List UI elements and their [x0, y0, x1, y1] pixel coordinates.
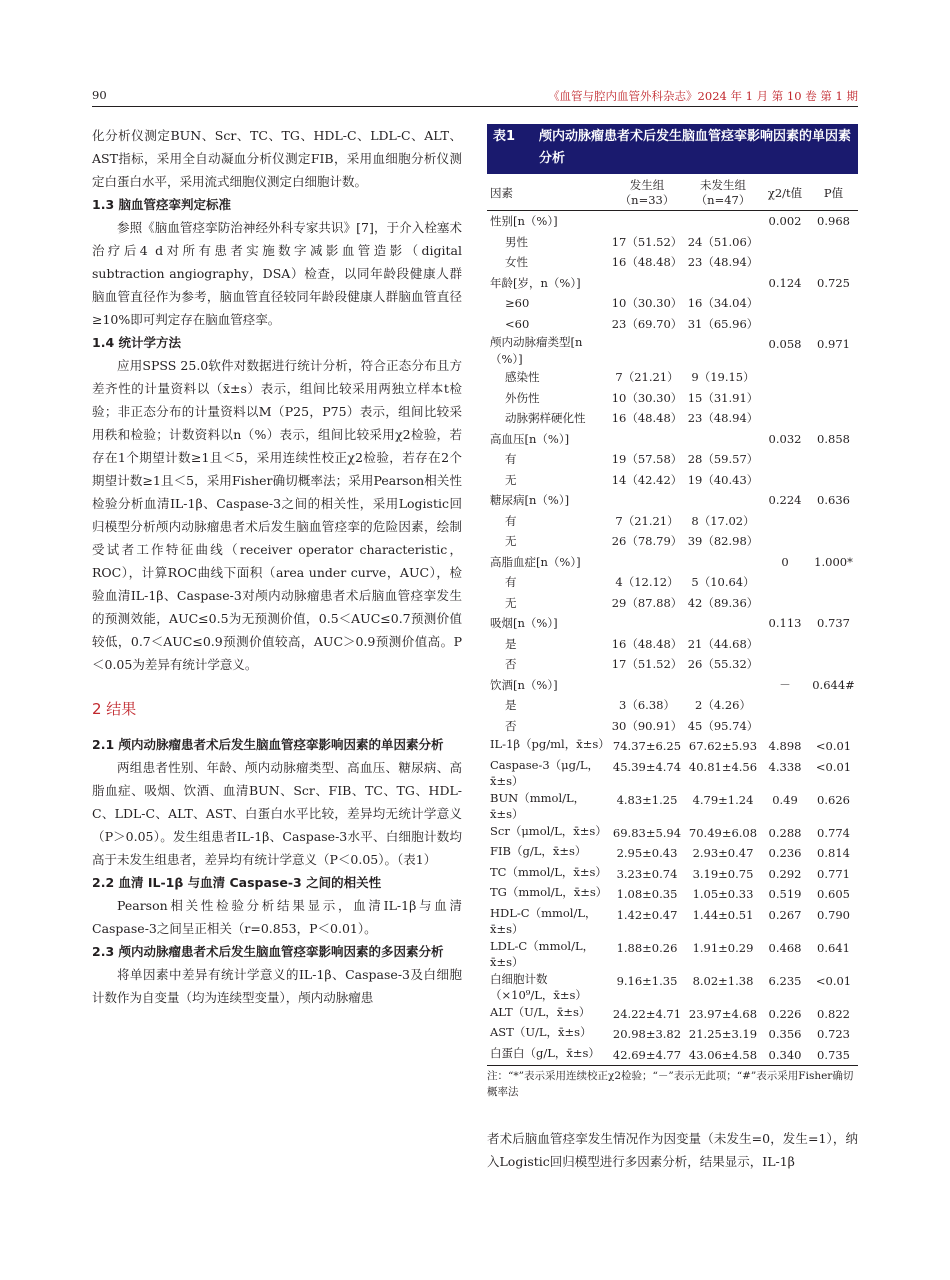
- section-2-3-paragraph: 将单因素中差异有统计学意义的IL-1β、Caspase-3及白细胞计数作为自变量（均为连续型变量），颅内动脉瘤患: [92, 967, 462, 1005]
- table-cell: [761, 252, 809, 273]
- table-cell: 0.340: [761, 1045, 809, 1066]
- table-body: [487, 211, 858, 1066]
- table-cell: [685, 429, 761, 450]
- table-cell: [609, 273, 685, 294]
- table-row-label: IL-1β（pg/ml，x̄±s）: [490, 737, 610, 751]
- table-cell: 0.790: [817, 907, 850, 922]
- section-1-3-paragraph: 参照《脑血管痉挛防治神经外科专家共识》[7]，于介入栓塞术治疗后4 d对所有患者实施数字减影血管造影（digital subtraction angiography，DSA）检查，以同年龄段健康人群脑血管直径作为参考，脑血管直径较同年龄段健康人群脑血管直径≥10%即可判定存在脑血管痉挛。: [92, 220, 462, 327]
- table-row: [487, 593, 858, 614]
- table-cell: 21（44.68）: [687, 636, 759, 651]
- table-row: [487, 211, 858, 232]
- table-row-label: Caspase-3（μg/L，x̄±s）: [490, 757, 600, 788]
- table-cell: 9.16±1.35: [616, 973, 678, 988]
- table-cell: [809, 572, 858, 593]
- table-cell: [809, 232, 858, 253]
- table-cell: 0.288: [768, 825, 802, 840]
- table-row: [487, 470, 858, 491]
- table-cell: 19（57.58）: [611, 452, 683, 466]
- table-cell: 10（30.30）: [611, 296, 683, 310]
- table-row-label: 男性: [505, 234, 528, 249]
- table-cell: 4.79±1.24: [692, 792, 754, 807]
- table-cell: 4.338: [768, 759, 802, 774]
- table-cell: [761, 511, 809, 532]
- table-cell: 1.08±0.35: [616, 887, 678, 901]
- table-cell: 1.42±0.47: [616, 907, 678, 922]
- table-cell: 0: [781, 554, 789, 569]
- table-cell: [761, 716, 809, 737]
- table-cell: [761, 470, 809, 491]
- table-row-label: LDL-C（mmol/L，x̄±s）: [490, 938, 595, 969]
- table-cell: [809, 367, 858, 388]
- section-1-4-heading: 1.4 统计学方法: [92, 335, 181, 350]
- table-cell: 67.62±5.93: [688, 739, 758, 753]
- table-cell: 42.69±4.77: [609, 1045, 685, 1066]
- univariate-table: [487, 174, 858, 1066]
- table-cell: 5（10.64）: [691, 575, 755, 589]
- table-cell: 30（90.91）: [611, 718, 683, 733]
- table-header-row: [487, 174, 858, 211]
- table-cell: 0.968: [817, 214, 850, 228]
- table-row-label: FIB（g/L，x̄±s）: [490, 844, 587, 858]
- table-row: [487, 367, 858, 388]
- table-row-label: 否: [505, 657, 517, 671]
- table-row-label: TC（mmol/L，x̄±s）: [490, 864, 607, 879]
- journal-citation: 《血管与腔内血管外科杂志》2024 年 1 月 第 10 卷 第 1 期: [548, 89, 858, 103]
- table-row-label: 白蛋白（g/L，x̄±s）: [487, 1045, 609, 1066]
- table-cell: [761, 408, 809, 429]
- table-row-label: ≥60: [505, 296, 530, 310]
- table-cell: [761, 314, 809, 335]
- table-row: [487, 938, 858, 971]
- table-cell: 0.814: [817, 846, 850, 860]
- table-cell: [761, 293, 809, 314]
- table-cell: 0.226: [768, 1006, 802, 1021]
- table-row: [487, 408, 858, 429]
- table-cell: [761, 388, 809, 409]
- table-row: [487, 905, 858, 938]
- table-cell: 7（21.21）: [615, 370, 679, 384]
- table-cell: 24（51.06）: [687, 234, 759, 249]
- table-row-label: 颅内动脉瘤类型[n（%）]: [490, 335, 583, 366]
- table-row-label: ALT（U/L，x̄±s）: [490, 1004, 591, 1019]
- table-cell: 0.267: [768, 907, 802, 922]
- table-cell: 17（51.52）: [611, 657, 683, 671]
- table-header-cell: P值: [809, 174, 858, 211]
- table-cell: 16（34.04）: [687, 296, 759, 310]
- table-cell: [609, 211, 685, 232]
- section-2-2-heading: 2.2 血清 IL-1β 与血清 Caspase-3 之间的相关性: [92, 875, 382, 890]
- table-cell: 0.032: [768, 431, 802, 446]
- table-row-label: 年龄[岁，n（%）]: [490, 275, 581, 290]
- section-2-2-paragraph: Pearson相关性检验分析结果显示，血清IL-1β与血清Caspase-3之间呈正相关（r=0.853，P＜0.01）。: [92, 898, 462, 936]
- table-row-label: 无: [505, 595, 517, 610]
- table-row: [487, 613, 858, 634]
- table-cell: 0.822: [817, 1006, 850, 1021]
- table-row: [487, 293, 858, 314]
- table-row-label: 性别[n（%）]: [490, 214, 558, 228]
- table-number: 表1: [493, 129, 516, 144]
- table-row: [487, 572, 858, 593]
- table-row: [487, 843, 858, 864]
- table-cell: [809, 314, 858, 335]
- table-cell: [761, 593, 809, 614]
- table-cell: 0.519: [768, 887, 802, 901]
- table-cell: 31（65.96）: [687, 316, 759, 331]
- table-cell: [685, 211, 761, 232]
- table-row: [487, 252, 858, 273]
- table-cell: 0.292: [768, 866, 802, 881]
- table-row: [487, 334, 858, 367]
- table-cell: 1.05±0.33: [692, 887, 754, 901]
- table-cell: [685, 613, 761, 634]
- table-row-label: 感染性: [505, 370, 540, 384]
- table-cell: [761, 531, 809, 552]
- table-cell: 0.636: [817, 493, 850, 507]
- table-row-label: <60: [505, 316, 530, 331]
- table-cell: [809, 252, 858, 273]
- page-header: [92, 88, 858, 107]
- table-cell: <0.01: [815, 759, 852, 774]
- table-cell: [609, 429, 685, 450]
- table-cell: 4.898: [768, 739, 802, 753]
- table-cell: [809, 449, 858, 470]
- table-cell: 0.058: [768, 337, 802, 351]
- table-cell: 0.113: [768, 616, 802, 630]
- table-cell: [609, 613, 685, 634]
- table-row: [487, 552, 858, 573]
- table-row: [487, 695, 858, 716]
- table-cell: [809, 695, 858, 716]
- table-header-cell: χ2/t值: [761, 174, 809, 211]
- table-cell: [809, 593, 858, 614]
- table-header-cell: 未发生组 （n=47）: [685, 174, 761, 211]
- table-row-label: 女性: [505, 255, 528, 269]
- table-cell: 0.723: [817, 1027, 850, 1041]
- table-row-label: AST（U/L，x̄±s）: [490, 1025, 592, 1039]
- table-cell: 0.468: [768, 940, 802, 955]
- table-cell: 39（82.98）: [687, 534, 759, 548]
- table-header-cell: 因素: [487, 174, 609, 211]
- table-cell: [685, 334, 761, 367]
- methods-intro-paragraph: 化分析仪测定BUN、Scr、TC、TG、HDL-C、LDL-C、ALT、AST指标，采用全自动凝血分析仪测定FIB，采用血细胞分析仪测定白蛋白水平，采用流式细胞仪测定白细胞计数。: [92, 128, 462, 189]
- table-row: [487, 971, 858, 1004]
- table-cell: 45（95.74）: [687, 718, 759, 733]
- table-cell: 4.83±1.25: [616, 792, 678, 807]
- table-row-label: 吸烟[n（%）]: [490, 616, 558, 630]
- table-cell: 0.626: [817, 792, 850, 807]
- table-row-label: 动脉粥样硬化性: [505, 411, 586, 425]
- table-cell: <0.01: [815, 973, 852, 988]
- table-cell: 0.735: [809, 1045, 858, 1066]
- table-cell: 0.49: [772, 792, 798, 807]
- table-cell: 23（48.94）: [687, 411, 759, 425]
- table-cell: [809, 531, 858, 552]
- table-cell: [761, 572, 809, 593]
- table-cell: 3.19±0.75: [692, 866, 754, 881]
- table-row: [487, 531, 858, 552]
- table-cell: 0.002: [768, 214, 802, 228]
- table-cell: 42（89.36）: [687, 595, 759, 610]
- table-cell: [609, 490, 685, 511]
- table-cell: 17（51.52）: [611, 234, 683, 249]
- table-row: [487, 314, 858, 335]
- table-cell: [685, 552, 761, 573]
- table-cell: 7（21.21）: [615, 513, 679, 528]
- table-cell: 9（19.15）: [691, 370, 755, 384]
- table-cell: 15（31.91）: [687, 390, 759, 405]
- table-row-label: 白细胞计数（×10⁹/L，x̄±s）: [490, 971, 587, 1002]
- table-cell: 70.49±6.08: [688, 825, 758, 840]
- table-row-label: 是: [505, 698, 517, 712]
- table-cell: [809, 634, 858, 655]
- table-row: [487, 823, 858, 844]
- table-cell: [685, 675, 761, 696]
- table-cell: [761, 654, 809, 675]
- table-row-label: 有: [505, 575, 517, 589]
- table-row: [487, 449, 858, 470]
- table-cell: 2.95±0.43: [616, 846, 678, 860]
- table-cell: [685, 273, 761, 294]
- table-cell: 21.25±3.19: [688, 1027, 758, 1041]
- table-cell: 0.725: [817, 275, 850, 290]
- table-title: 颅内动脉瘤患者术后发生脑血管痉挛影响因素的单因素分析: [539, 129, 852, 166]
- table-row-label: 有: [505, 452, 517, 466]
- table-row: [487, 736, 858, 757]
- table-row-label: 是: [505, 636, 517, 651]
- table-cell: [809, 654, 858, 675]
- right-column: [487, 124, 858, 1169]
- section-1-3-heading: 1.3 脑血管痉挛判定标准: [92, 197, 231, 212]
- table-cell: [609, 552, 685, 573]
- table-title-bar: [487, 124, 858, 174]
- table-row-label: 饮酒[n（%）]: [490, 677, 558, 692]
- table-cell: 0.771: [817, 866, 850, 881]
- table-cell: [609, 334, 685, 367]
- table-row-label: 外伤性: [505, 390, 540, 405]
- table-cell: 2.93±0.47: [692, 846, 754, 860]
- table-cell: [761, 695, 809, 716]
- section-2-1-heading: 2.1 颅内动脉瘤患者术后发生脑血管痉挛影响因素的单因素分析: [92, 737, 444, 752]
- table-row: [487, 490, 858, 511]
- table-cell: [761, 449, 809, 470]
- table-cell: 0.641: [817, 940, 850, 955]
- table-cell: 0.224: [768, 493, 802, 507]
- table-cell: 23（69.70）: [611, 316, 683, 331]
- table-cell: 16（48.48）: [611, 255, 683, 269]
- table-note: 注：“*”表示采用连续校正χ2检验；“－”表示无此项；“#”表示采用Fisher确切概率法: [487, 1070, 854, 1098]
- right-continuation: [487, 1127, 858, 1173]
- table-row: [487, 388, 858, 409]
- table-cell: 1.91±0.29: [692, 940, 754, 955]
- table-cell: 29（87.88）: [611, 595, 683, 610]
- table-cell: 26（78.79）: [611, 534, 683, 548]
- table-row: [487, 429, 858, 450]
- left-column: [92, 124, 462, 1009]
- table-cell: [685, 490, 761, 511]
- table-row: [487, 1004, 858, 1025]
- table-cell: 19（40.43）: [687, 472, 759, 487]
- table-cell: 69.83±5.94: [612, 825, 682, 840]
- table-cell: 23（48.94）: [687, 255, 759, 269]
- table-row-label: 有: [505, 513, 517, 528]
- table-row: [487, 232, 858, 253]
- table-row-label: Scr（μmol/L，x̄±s）: [490, 823, 607, 838]
- table-row: [487, 654, 858, 675]
- table-cell: 28（59.57）: [687, 452, 759, 466]
- table-row: [487, 1045, 858, 1066]
- table-cell: [809, 511, 858, 532]
- table-cell: [809, 388, 858, 409]
- table-cell: <0.01: [815, 739, 852, 753]
- table-cell: 0.605: [817, 887, 850, 901]
- table-cell: [809, 293, 858, 314]
- section-2-1-paragraph: 两组患者性别、年龄、颅内动脉瘤类型、高血压、糖尿病、高脂血症、吸烟、饮酒、血清BUN、Scr、FIB、TC、TG、HDL-C、LDL-C、ALT、AST、白蛋白水平比较，差异均无统计学意义（P＞0.05）。发生组患者IL-1β、Caspase-3水平、白细胞计数均高于未发生组患者，差异均有统计学意义（P＜0.05）。（表1）: [92, 760, 462, 867]
- table-cell: 20.98±3.82: [612, 1027, 682, 1041]
- table-cell: －: [779, 677, 791, 692]
- table-cell: 1.44±0.51: [692, 907, 754, 922]
- table-cell: 0.356: [768, 1027, 802, 1041]
- table-cell: 23.97±4.68: [688, 1006, 758, 1021]
- table-cell: 8（17.02）: [691, 513, 755, 528]
- table-row-label: HDL-C（mmol/L，x̄±s）: [490, 905, 597, 936]
- table-row-label: 高血压[n（%）]: [490, 431, 570, 446]
- table-row-label: 否: [505, 718, 517, 733]
- table-row-label: 无: [505, 534, 517, 548]
- table-cell: 0.236: [768, 846, 802, 860]
- table-cell: 0.737: [817, 616, 850, 630]
- table-cell: [809, 470, 858, 491]
- table-row: [487, 511, 858, 532]
- table-row: [487, 884, 858, 905]
- table-cell: [761, 634, 809, 655]
- table-cell: 0.644#: [812, 677, 855, 692]
- table-cell: 24.22±4.71: [612, 1006, 682, 1021]
- page-number: 90: [92, 88, 107, 102]
- section-2-3-heading: 2.3 颅内动脉瘤患者术后发生脑血管痉挛影响因素的多因素分析: [92, 944, 444, 959]
- table-row: [487, 1024, 858, 1045]
- table-row-label: BUN（mmol/L，x̄±s）: [490, 790, 586, 821]
- table-row: [487, 864, 858, 885]
- table-row: [487, 273, 858, 294]
- table-row: [487, 634, 858, 655]
- table-cell: 0.774: [817, 825, 850, 840]
- table-cell: [809, 408, 858, 429]
- table-cell: 16（48.48）: [611, 636, 683, 651]
- table-cell: [809, 716, 858, 737]
- table-cell: 10（30.30）: [611, 390, 683, 405]
- table-cell: 26（55.32）: [687, 657, 759, 671]
- table-cell: 45.39±4.74: [612, 759, 682, 774]
- results-heading: 2 结果: [92, 700, 137, 718]
- table-cell: 43.06±4.58: [685, 1045, 761, 1066]
- table-cell: 8.02±1.38: [692, 973, 754, 988]
- table-cell: 0.124: [768, 275, 802, 290]
- table-cell: 14（42.42）: [611, 472, 683, 487]
- table-cell: [761, 232, 809, 253]
- table-cell: 2（4.26）: [695, 698, 751, 712]
- table-header-cell: 发生组 （n=33）: [609, 174, 685, 211]
- table-row: [487, 716, 858, 737]
- table-row-label: TG（mmol/L，x̄±s）: [490, 885, 608, 899]
- table-cell: [761, 367, 809, 388]
- table-row: [487, 757, 858, 790]
- table-cell: 0.971: [817, 337, 850, 351]
- section-2-3-continuation: 者术后脑血管痉挛发生情况作为因变量（未发生=0，发生=1），纳入Logistic回归模型进行多因素分析，结果显示，IL-1β: [487, 1131, 858, 1169]
- table-cell: 3（6.38）: [619, 698, 675, 712]
- table-cell: 6.235: [768, 973, 802, 988]
- table-cell: [609, 675, 685, 696]
- table-cell: 3.23±0.74: [616, 866, 678, 881]
- table-row: [487, 790, 858, 823]
- table-row: [487, 675, 858, 696]
- table-row-label: 高脂血症[n（%）]: [490, 554, 581, 569]
- table-cell: 0.858: [817, 431, 850, 446]
- table-cell: 16（48.48）: [611, 411, 683, 425]
- table-row-label: 糖尿病[n（%）]: [490, 493, 570, 507]
- table-row-label: 无: [505, 472, 517, 487]
- table-cell: 1.88±0.26: [616, 940, 678, 955]
- section-1-4-paragraph: 应用SPSS 25.0软件对数据进行统计分析，符合正态分布且方差齐性的计量资料以（x̄±s）表示，组间比较采用两独立样本t检验；非正态分布的计量资料以M（P25，P75）表示，组间比较采用秩和检验；计数资料以n（%）表示，组间比较采用χ2检验，若存在1个期望计数≥1且＜5，采用连续性校正χ2检验，若存在2个期望计数≥1且＜5，采用Fisher确切概率法；采用Pearson相关性检验分析血清IL-1β、Caspase-3之间的相关性，采用Logistic回归模型分析颅内动脉瘤患者术后发生脑血管痉挛的危险因素，绘制受试者工作特征曲线（receiver operator characteristic，ROC），计算ROC曲线下面积（area under curve，AUC），检验血清IL-1β、Caspase-3对颅内动脉瘤患者术后脑血管痉挛发生的预测效能，AUC≤0.5为无预测价值，0.5＜AUC≤0.7预测价值较低，0.7＜AUC≤0.9预测价值较高，AUC＞0.9预测价值高。P＜0.05为差异有统计学意义。: [92, 358, 462, 672]
- table-cell: 4（12.12）: [615, 575, 679, 589]
- table-cell: 74.37±6.25: [612, 739, 682, 753]
- table-cell: 1.000*: [814, 554, 853, 569]
- table-cell: 40.81±4.56: [688, 759, 758, 774]
